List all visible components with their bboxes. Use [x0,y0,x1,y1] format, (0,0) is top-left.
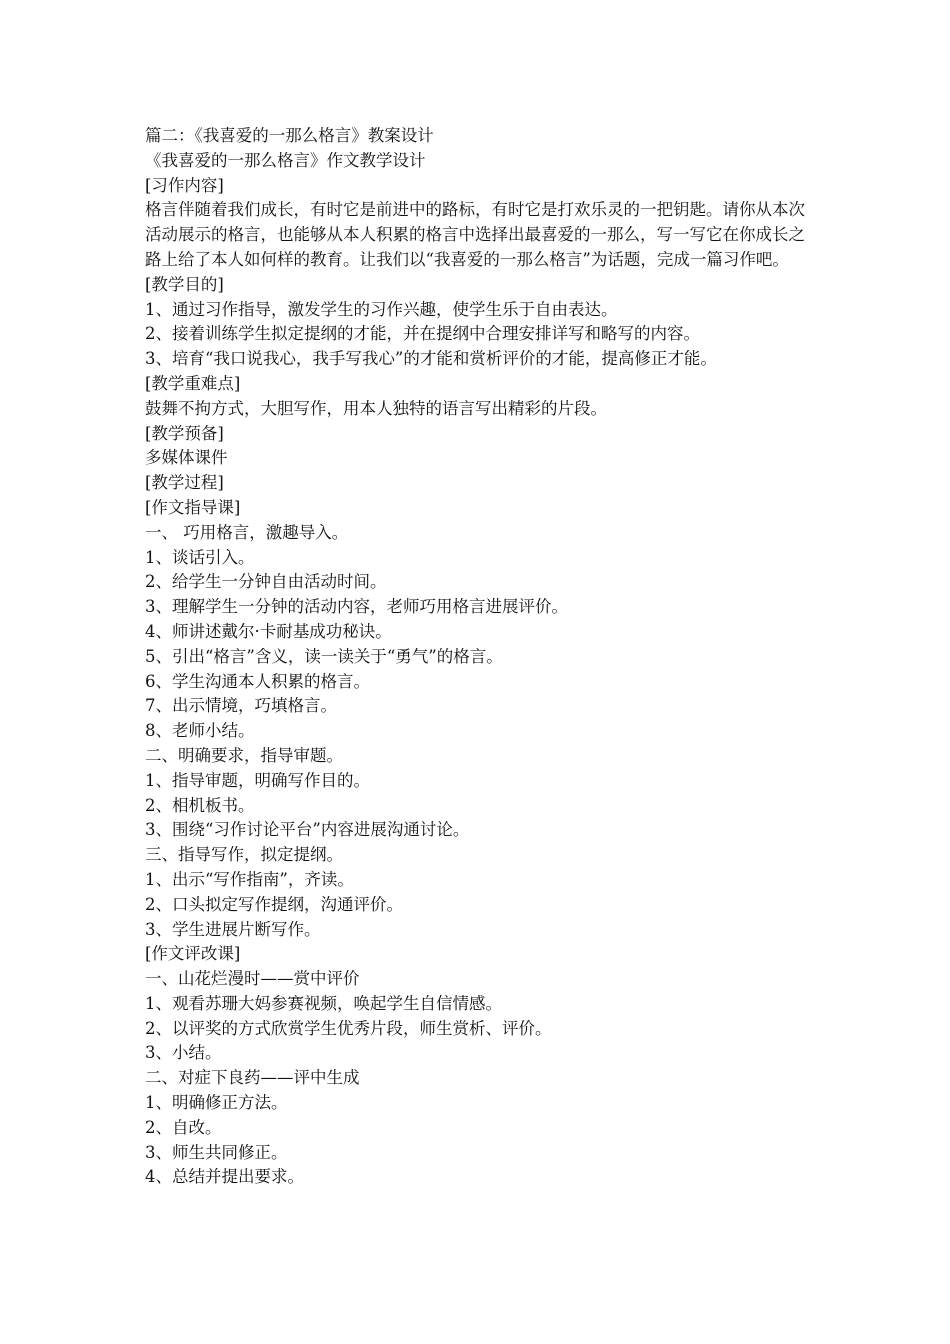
text-line: 3、围绕“习作讨论平台”内容进展沟通讨论。 [145,820,470,840]
text-line: 1、通过习作指导，激发学生的习作兴趣，使学生乐于自由表达。 [145,299,618,319]
text-line: 2、以评奖的方式欣赏学生优秀片段，师生赏析、评价。 [145,1018,552,1038]
text-line: 1、明确修正方法。 [145,1093,288,1113]
doc-heading: 篇二：《我喜爱的一那么格言》教案设计 [145,126,434,145]
text-line: 一、山花烂漫时——赏中评价 [145,969,360,989]
text-line: [作文评改课] [145,944,241,964]
text-line: 4、总结并提出要求。 [145,1167,304,1187]
text-line: 3、理解学生一分钟的活动内容，老师巧用格言进展评价。 [145,597,568,617]
text-line: 多媒体课件 [145,448,228,468]
text-line: 3、师生共同修正。 [145,1142,288,1162]
text-line: 4、师讲述戴尔·卡耐基成功秘诀。 [145,621,392,641]
text-line: 3、小结。 [145,1043,222,1063]
text-line: [教学预备] [145,423,224,443]
text-line: 8、老师小结。 [145,721,255,741]
text-line: 1、观看苏珊大妈参赛视频，唤起学生自信情感。 [145,993,502,1013]
document-body [145,124,825,1190]
section-label: [习作内容] [145,175,224,195]
text-line: 1、出示“写作指南”，齐读。 [145,869,354,889]
text-line: 1、指导审题，明确写作目的。 [145,770,370,790]
text-line: 2、自改。 [145,1117,222,1137]
text-line: [教学过程] [145,473,224,493]
doc-subheading: 《我喜爱的一那么格言》作文教学设计 [145,150,426,170]
text-line: 5、引出“格言”含义，读一读关于“勇气”的格言。 [145,646,503,666]
text-line: 3、学生进展片断写作。 [145,919,321,939]
text-line: 二、明确要求，指导审题。 [145,745,343,765]
text-line: 3、培育“我口说我心，我手写我心”的才能和赏析评价的才能，提高修正才能。 [145,349,717,369]
text-line: 1、谈话引入。 [145,547,255,567]
text-line: 2、给学生一分钟自由活动时间。 [145,572,387,592]
text-line: [教学目的] [145,274,224,294]
text-line: 2、接着训练学生拟定提纲的才能，并在提纲中合理安排详写和略写的内容。 [145,324,700,344]
text-line: 三、指导写作，拟定提纲。 [145,845,343,865]
text-line: 二、对症下良药——评中生成 [145,1068,360,1088]
text-line: 6、学生沟通本人积累的格言。 [145,671,370,691]
text-line: [教学重难点] [145,373,241,393]
text-line: 7、出示情境，巧填格言。 [145,696,337,716]
text-line: 2、相机板书。 [145,795,255,815]
text-line: [作文指导课] [145,497,241,517]
body-paragraph: 格言伴随着我们成长，有时它是前进中的路标，有时它是打欢乐灵的一把钥匙。请你从本次活动展示的格言，也能够从本人积累的格言中选择出最喜爱的一那么，写一写它在你成长之路上给了本人如何样的教育。让我们以“我喜爱的一那么格言”为话题，完成一篇习作吧。 [145,200,805,269]
text-line: 鼓舞不拘方式，大胆写作，用本人独特的语言写出精彩的片段。 [145,398,607,418]
text-line: 2、口头拟定写作提纲，沟通评价。 [145,894,403,914]
doc-lines [145,273,825,1190]
text-line: 一、 巧用格言，激趣导入。 [145,522,349,542]
